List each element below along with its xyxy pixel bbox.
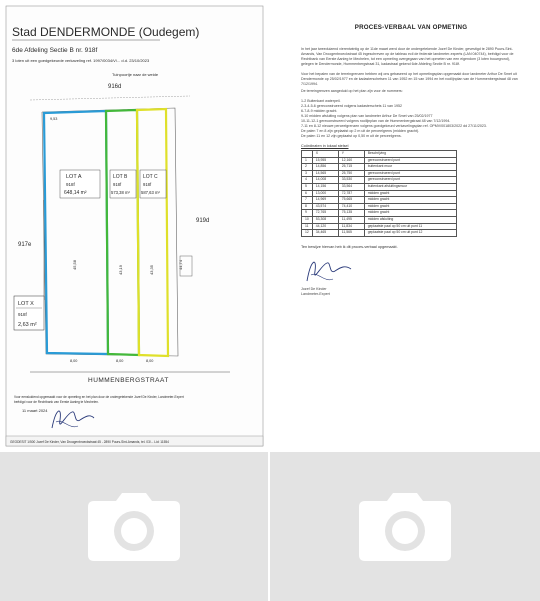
table-cell: 11,834: [338, 223, 364, 230]
table-cell: 74,410: [338, 203, 364, 210]
plan-footer-date: 11 maart 2024: [22, 408, 48, 413]
table-cell: 14,856: [312, 164, 338, 171]
list-item: 1-2 Buitenkant waterpeil.: [301, 99, 341, 103]
table-cell: 33,530: [338, 177, 364, 184]
table-cell: midden gracht: [364, 197, 456, 204]
coordinates-table-body: [302, 157, 457, 236]
report-signer-title: Landmeter-Expert: [301, 291, 330, 296]
report-boundaries-line2: De terreingrenzen aangeduid op het plan zijn voor de nummers:: [301, 89, 403, 93]
lot-b-label: [110, 170, 136, 198]
table-cell: 33,564: [338, 183, 364, 190]
table-cell: geplaatste paal op 50 cm uit punt 11: [364, 223, 456, 230]
svg-text:918f: 918f: [18, 312, 27, 317]
photo-placeholder-right[interactable]: [270, 452, 540, 601]
plan-footer-note-1: Voor eensluidend opgemaakt voor de opmeting en het plan door de ondergetekende Jozef De Kinder, Landmeter-Expert: [14, 395, 184, 399]
coordinates-table: [301, 150, 457, 237]
dim-label: 9,53: [50, 117, 58, 121]
table-cell: 10: [302, 216, 313, 223]
table-cell: 43,574: [312, 203, 338, 210]
table-cell: 1: [302, 157, 313, 164]
table-cell: 14,565: [312, 170, 338, 177]
table-cell: gereconstrueerd punt: [364, 177, 456, 184]
svg-text:LOT A: LOT A: [66, 174, 82, 180]
table-cell: 53,308: [312, 216, 338, 223]
report-page: [281, 0, 531, 440]
table-cell: 75,665: [338, 197, 364, 204]
table-cell: 14,969: [312, 197, 338, 204]
table-row: [302, 216, 457, 223]
dim-label: 44,74: [178, 259, 183, 270]
table-cell: 12,160: [338, 157, 364, 164]
table-cell: geplaatste paal op 50 cm uit punt 12: [364, 230, 456, 237]
lot-x-label: [14, 296, 44, 330]
dim-label: 8,00: [146, 359, 154, 363]
table-row: [302, 203, 457, 210]
table-cell: buitenkant muur: [364, 164, 456, 171]
table-cell: 8: [302, 203, 313, 210]
plan-header-line1: Stad DENDERMONDE (Oudegem): [12, 25, 200, 39]
plan-street-name: HUMMENBERGSTRAAT: [88, 377, 169, 384]
table-cell: 14,008: [312, 177, 338, 184]
table-row: [302, 210, 457, 217]
table-cell: 25,715: [338, 164, 364, 171]
svg-text:587,63 m²: 587,63 m²: [141, 190, 160, 195]
photo-survey-plan[interactable]: [0, 0, 269, 450]
dim-label: 43,19: [118, 264, 123, 275]
plan-header-line3: 3 loten uit een goedgekeurde verkaveling ref. 1997/0034/V/... d.d. 23/10/2023: [12, 58, 150, 63]
plan-top-parcel: 916d: [108, 84, 122, 90]
plan-bottom-bar: GEODESIT 1/500 Jozef De Kinder, Van Droogenbroeckstraat 45 - 2890 Puurs-Sint-Amands, tel. 03/... Lid: 11554: [10, 440, 169, 444]
table-cell: 11: [302, 223, 313, 230]
plan-right-parcel: 919d: [196, 218, 210, 224]
table-cell: 14,156: [312, 183, 338, 190]
table-row: [302, 223, 457, 230]
table-cell: 4: [302, 177, 313, 184]
list-item: De palen 7 en 8 zijn geplaatst op 2 m uit de perceelgrens (midden gracht).: [301, 129, 420, 133]
list-item: 6-7-8-9 midden gracht.: [301, 109, 338, 113]
table-row: [302, 164, 457, 171]
table-cell: gereconstrueerd punt: [364, 157, 456, 164]
photo-placeholder-left[interactable]: [0, 452, 268, 601]
table-cell: 44,120: [312, 223, 338, 230]
svg-text:918f: 918f: [66, 182, 75, 187]
table-cell: 11,565: [338, 230, 364, 237]
list-item: 7-11 en 8-12 nieuwe perceelgrenzen volgens goedgekeurd verkavelingsplan ref. OPMV/001803/2022 dd 27/11/2023.: [301, 124, 487, 128]
table-row: [302, 183, 457, 190]
table-cell: 6: [302, 190, 313, 197]
table-cell: midden gracht: [364, 203, 456, 210]
svg-text:648,14 m²: 648,14 m²: [64, 190, 87, 196]
table-cell: midden gracht: [364, 210, 456, 217]
dim-label: 8,00: [70, 359, 78, 363]
table-row: [302, 190, 457, 197]
list-item: De palen 11 en 12 zijn geplaatst op 0,50 m uit de perceelgrens.: [301, 134, 402, 138]
list-item: 9-10 midden afsluiting volgens plan van landmeter Arthur De Smet van 25/02/1977: [301, 114, 433, 118]
report-coords-title: Coördinaten in lokaal stelsel: [301, 144, 349, 148]
table-row: [302, 177, 457, 184]
table-row: [302, 197, 457, 204]
svg-text:573,38 m²: 573,38 m²: [111, 190, 130, 195]
lot-c-label: [140, 170, 166, 198]
table-row: [302, 157, 457, 164]
svg-text:918f: 918f: [143, 182, 152, 187]
table-cell: gereconstrueerd punt: [364, 170, 456, 177]
plan-header-line2: 6de Afdeling Sectie B nr. 918f: [12, 47, 98, 54]
table-cell: 72,787: [338, 190, 364, 197]
dim-label: 43,35: [149, 264, 154, 275]
report-signature: [301, 253, 521, 287]
report-intro: In het jaar tweeduizend vierentwintig op de 11de maart werd door de ondergetekende Jozef De Kinder, gevestigd te 2890 Puurs-Sint-Amands, Van Droogenbroeckstraat 45 ingeschreven op de tableau ecil de federale landmeter-experts (LAN 040744), beëdigd voor de Rechtbank van Eerste Aanleg te Mechelen, tot een opmeting overgegaan van het opmeten van een eigendom (3 loten bouwgrond), gelegen te Dendermonde, Hummenbergstraat 31, kadastraal gekend 6de Afdeling Sectie B nr. 918f.: [301, 47, 514, 66]
camera-icon: [357, 491, 453, 563]
table-cell: 7: [302, 197, 313, 204]
table-cell: 72,765: [312, 210, 338, 217]
table-cell: midden gracht: [364, 190, 456, 197]
plan-top-note: Tuinpoortje naar de weide: [112, 72, 159, 77]
svg-text:LOT B: LOT B: [113, 174, 128, 180]
list-item: 2-3-4-5-6 gereconstrueerd volgens kadasterschets 11 van 1952: [301, 104, 403, 108]
plan-left-parcel: 917e: [18, 242, 32, 248]
plan-footer-note-2: beëdigd voor de Rechtbank van Eerste Aanleg te Mechelen.: [14, 400, 99, 404]
report-signer-name: Jozef De Kinder: [301, 286, 327, 291]
svg-text:LOT C: LOT C: [143, 174, 158, 180]
lot-a-label: [60, 170, 100, 198]
list-item: 10-11-12-1 gereconstrueerd volgens rooilijnplan van de Hummenbergstraat 48 van 7/12/1994.: [301, 119, 451, 123]
table-cell: 25,750: [338, 170, 364, 177]
table-cell: 3: [302, 170, 313, 177]
table-cell: midden afsluiting: [364, 216, 456, 223]
svg-text:2,63 m²: 2,63 m²: [18, 322, 37, 328]
dim-label: 45,58: [72, 259, 77, 270]
table-row: [302, 170, 457, 177]
table-cell: 11,495: [338, 216, 364, 223]
table-cell: 2: [302, 164, 313, 171]
report-closing: Ten bewijze hiervan heb ik dit proces-verbaal opgemaakt.: [301, 244, 398, 249]
table-cell: buitenkant afsluitingsmuur: [364, 183, 456, 190]
svg-text:918f: 918f: [113, 182, 122, 187]
camera-icon: [86, 491, 182, 563]
table-header-row: X Y Beschrijving: [302, 151, 457, 158]
table-cell: 9: [302, 210, 313, 217]
report-boundary-list: [301, 99, 521, 139]
table-cell: 15,955: [312, 157, 338, 164]
survey-plan-drawing: [0, 0, 269, 450]
dim-label: 8,00: [116, 359, 124, 363]
report-title: PROCES-VERBAAL VAN OPMETING: [354, 24, 468, 31]
table-cell: 34,465: [312, 230, 338, 237]
table-cell: 12: [302, 230, 313, 237]
photo-survey-report[interactable]: [271, 0, 540, 450]
table-cell: 75,135: [338, 210, 364, 217]
report-boundaries-intro: Voor het bepalen van de terreingrenzen hebben wij ons gebaseerd op het opmetingsplan opgemaakt door landmeter Arthur De Smet uit Dendermonde op 25/02/1977 en de kadasterschetsen 11 van 1952 en 15 van 1994 en het rooilijnplan van de Hummenbergstraat 48 van 7/12/1994.: [301, 72, 518, 86]
table-cell: 5: [302, 183, 313, 190]
table-cell: 13,000: [312, 190, 338, 197]
table-row: [302, 230, 457, 237]
svg-text:LOT X: LOT X: [18, 301, 34, 307]
